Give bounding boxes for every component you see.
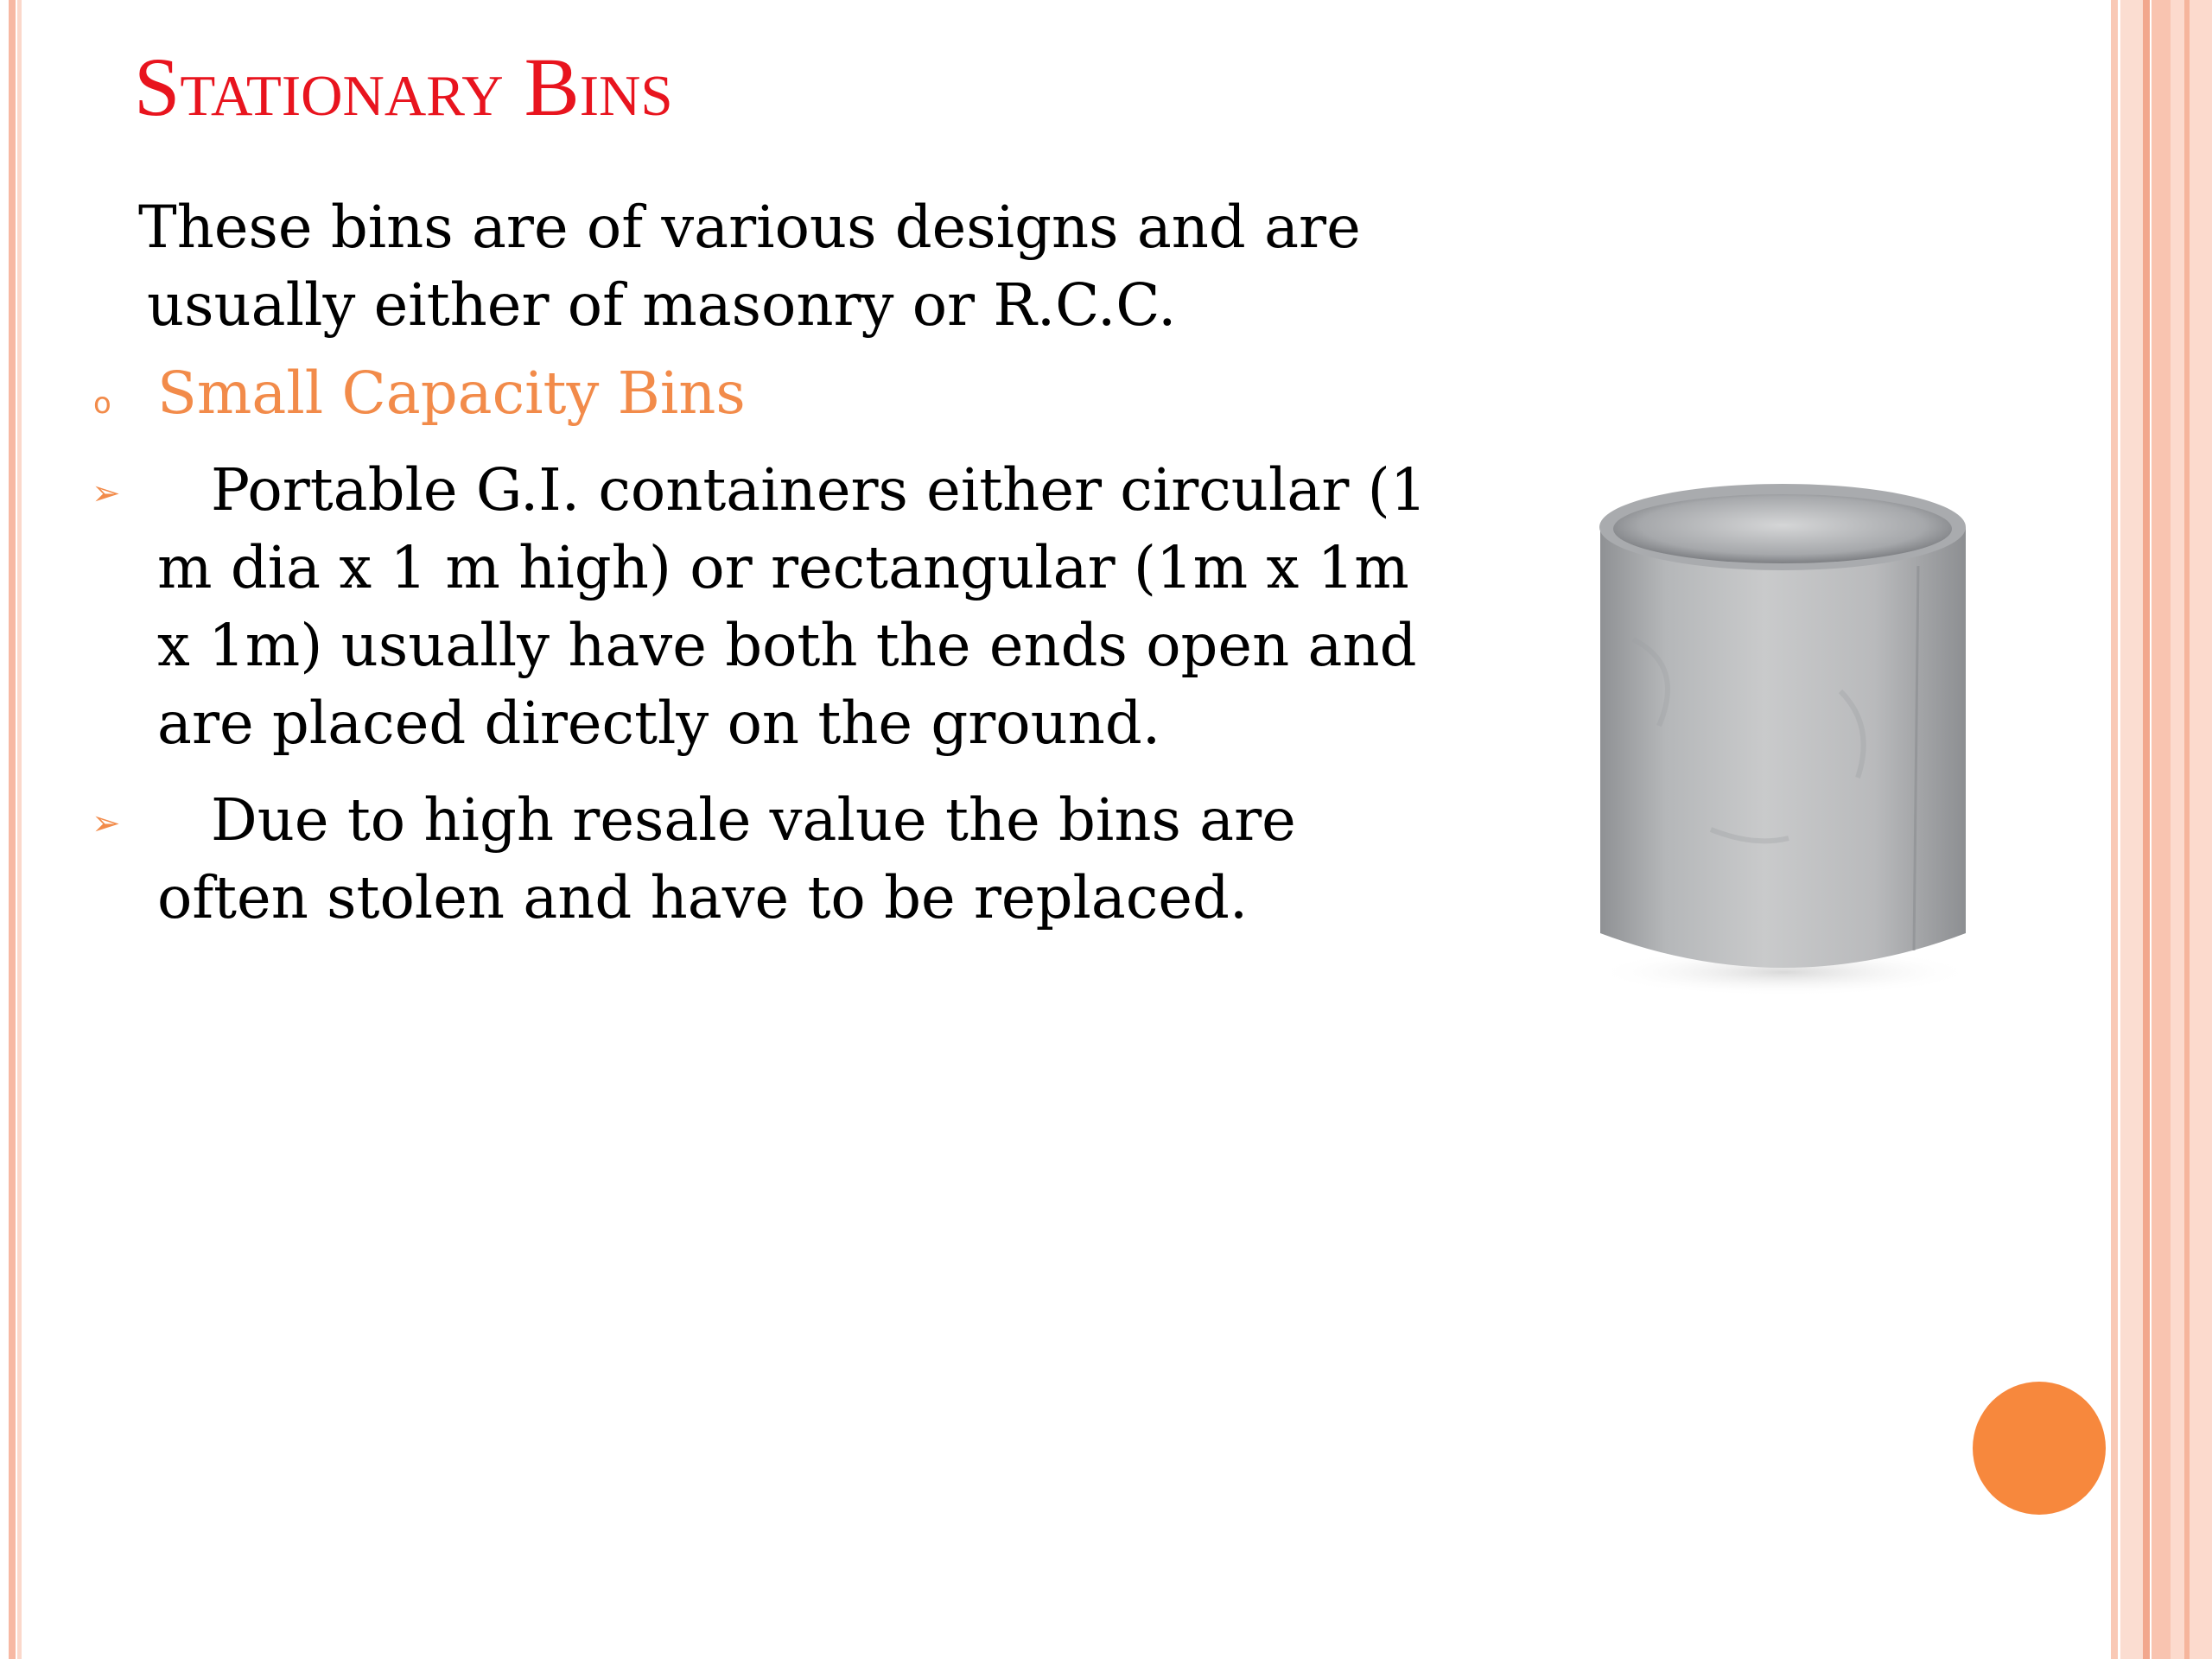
frame-stripe-right	[2152, 0, 2171, 1659]
frame-stripe-right	[2171, 0, 2212, 1659]
bin-opening	[1613, 494, 1952, 563]
decorative-orange-dot	[1973, 1382, 2106, 1515]
bullet-item	[86, 451, 1434, 762]
circle-bullet-icon: o	[93, 386, 111, 421]
frame-stripe-right	[2120, 0, 2143, 1659]
slide-body	[86, 188, 1434, 956]
slide-title: Stationary Bins	[134, 41, 673, 133]
frame-stripe-right	[2143, 0, 2150, 1659]
frame-stripe-right	[2111, 0, 2118, 1659]
bullet-text: Due to high resale value the bins are often stolen and have to be replaced.	[157, 786, 1296, 931]
arrowhead-bullet-icon: ➢	[92, 804, 121, 843]
bullet-item	[86, 781, 1434, 937]
intro-paragraph: These bins are of various designs and are usually either of masonry or R.C.C.	[138, 194, 1361, 339]
bin-body	[1600, 527, 1966, 968]
subheading-text: Small Capacity Bins	[157, 359, 746, 427]
frame-stripe-left-inner	[17, 0, 22, 1659]
arrowhead-bullet-icon: ➢	[92, 474, 121, 513]
frame-stripe-left	[9, 0, 16, 1659]
bullet-text: Portable G.I. containers either circular (1 m dia x 1 m high) or rectangular (1m x 1m x 1m) usually have both the ends open and are placed directly on the ground.	[157, 456, 1427, 757]
subheading-item	[86, 354, 1434, 432]
concrete-bin-image	[1581, 467, 1987, 1002]
frame-stripe-right	[2184, 0, 2190, 1659]
